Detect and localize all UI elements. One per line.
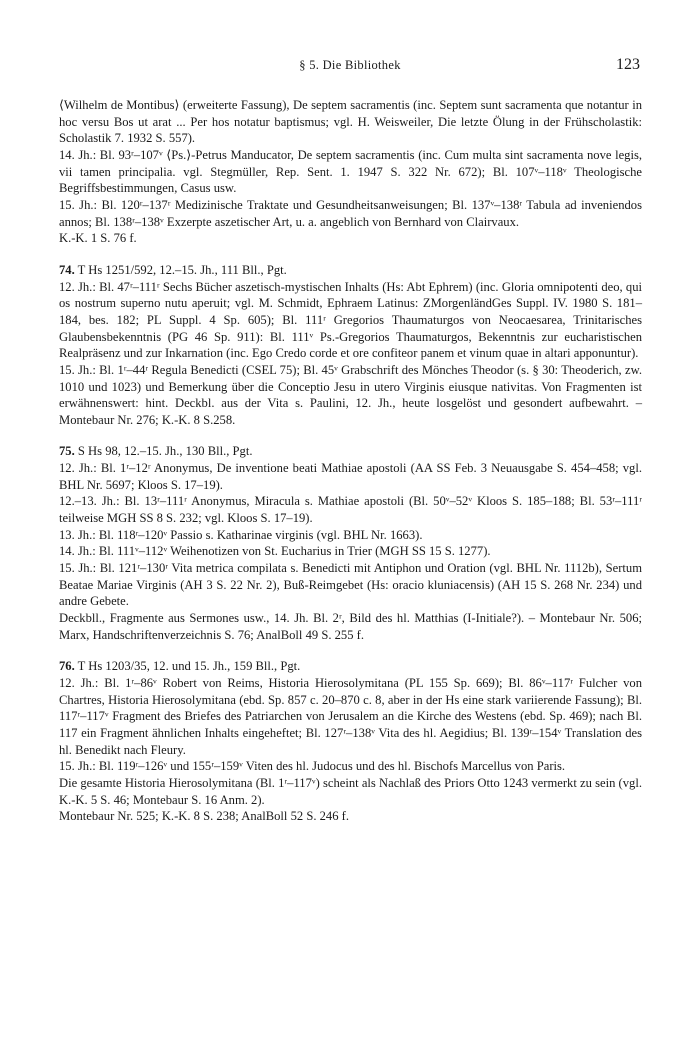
- paragraph: K.-K. 1 S. 76 f.: [59, 231, 137, 246]
- page-body: [59, 97, 642, 825]
- entry-continuation: [59, 97, 642, 247]
- entry-heading: [59, 658, 642, 675]
- paragraph: 14. Jh.: Bl. 93ʳ–107ᵛ ⟨Ps.⟩-Petrus Manducator, De septem sacramentis (inc. Cum multa sint sacramenta nove legis, vii tamen principalia. vgl. Stegmüller, Rep. Sent. 1. 1947 S. 322 Nr. 672); Bl. 107ᵛ–118ᵛ Theologische Begriffsbestimmungen, Casus usw.: [59, 147, 642, 196]
- page-number: 123: [616, 56, 640, 73]
- entry-heading-text: T Hs 1203/35, 12. und 15. Jh., 159 Bll., Pgt.: [74, 659, 301, 674]
- entry-number: 74.: [59, 262, 75, 277]
- paragraph: 12. Jh.: Bl. 1ʳ–12ʳ Anonymus, De inventione beati Mathiae apostoli (AA SS Feb. 3 Neuausgabe S. 454–458; vgl. BHL Nr. 5697; Kloos S. 17–19).: [59, 461, 642, 492]
- entry-heading: [59, 443, 642, 460]
- paragraph: 15. Jh.: Bl. 1ʳ–44ʳ Regula Benedicti (CSEL 75); Bl. 45ᵛ Grabschrift des Mönches Theodor (s. § 30: Theoderich, zw. 1010 und 1023) und Bemerkung über die Conceptio Jesu in utero Virginis eiusque nativitas. Von Fragmenten ist erwähnenswert: hint. Deckbl. aus der Vita s. Paulini, 12. Jh., heute losgelöst und gesondert aufbewahrt. – Montebaur Nr. 276; K.-K. 8 S.258.: [59, 362, 642, 427]
- paragraph: 12. Jh.: Bl. 1ʳ–86ᵛ Robert von Reims, Historia Hierosolymitana (PL 155 Sp. 669); Bl. 86ᵛ–117ʳ Fulcher von Chartres, Historia Hierosolymitana (ebd. Sp. 857 c. 20–870 c. 8, aber in der Hs eine stark variierende Fassung); Bl. 117ʳ–117ᵛ Fragment des Briefes des Patriarchen von Jerusalem an die Kirche des Westens (ebd. Sp. 469); nach Bl. 117 ein Fragment ähnlichen Inhalts eingeheftet; Bl. 127ʳ–138ᵛ Vita des hl. Aegidius; Bl. 139ʳ–154ᵛ Translation des hl. Benedikt nach Fleury.: [59, 676, 642, 757]
- entry-heading-text: S Hs 98, 12.–15. Jh., 130 Bll., Pgt.: [74, 444, 253, 459]
- entry-heading: [59, 262, 642, 279]
- paragraph: ⟨Wilhelm de Montibus⟩ (erweiterte Fassung), De septem sacramentis (inc. Septem sunt sacramenta que notantur in hoc versu Bos ut arat ... Per hos notatur baptismus; vgl. H. Weisweiler, Die letzte Ölung in der Frühscholastik: Scholastik 7. 1932 S. 557).: [59, 98, 642, 146]
- paragraph: 15. Jh.: Bl. 120ʳ–137ʳ Medizinische Traktate und Gesundheitsanweisungen; Bl. 137ᵛ–138ʳ Tabula ad inveniendos annos; Bl. 138ʳ–138ᵛ Exzerpte aszetischer Art, u. a. angeblich von Bernhard von Clairvaux.: [59, 197, 642, 229]
- entry-number: 76.: [59, 659, 75, 674]
- running-head: § 5. Die Bibliothek: [299, 58, 401, 72]
- paragraph: 12.–13. Jh.: Bl. 13ʳ–111ʳ Anonymus, Miracula s. Mathiae apostoli (Bl. 50ᵛ–52ᵛ Kloos S. 185–188; Bl. 53ʳ–111ʳ teilweise MGH SS 8 S. 232; vgl. Kloos S. 17–19).: [59, 494, 642, 526]
- paragraph: 15. Jh.: Bl. 121ʳ–130ʳ Vita metrica compilata s. Benedicti mit Antiphon und Oration (vgl. BHL Nr. 1112b), Sertum Beatae Mariae Virginis (AH 3 S. 22 Nr. 2), Buß-Reimgebet (Hs: oracio kluniacensis) (AH 15 S. 268 Nr. 234) und andre Gebete.: [59, 561, 642, 609]
- entry-number: 75.: [59, 444, 75, 459]
- entry-heading-text: T Hs 1251/592, 12.–15. Jh., 111 Bll., Pgt.: [74, 262, 287, 277]
- paragraph: 14. Jh.: Bl. 111ᵛ–112ᵛ Weihenotizen von St. Eucharius in Trier (MGH SS 15 S. 1277).: [59, 544, 491, 559]
- page-header: [60, 58, 640, 78]
- paragraph: Die gesamte Historia Hierosolymitana (Bl. 1ʳ–117ᵛ) scheint als Nachlaß des Priors Otto 1243 vermerkt zu sein (vgl. K.-K. 5 S. 46; Montebaur S. 16 Anm. 2).: [59, 775, 642, 807]
- entry-76: [59, 658, 642, 825]
- paragraph: 13. Jh.: Bl. 118ʳ–120ᵛ Passio s. Katharinae virginis (vgl. BHL Nr. 1663).: [59, 527, 423, 542]
- paragraph: 12. Jh.: Bl. 47ʳ–111ʳ Sechs Bücher aszetisch-mystischen Inhalts (Hs: Abt Ephrem) (inc. Gloria omnipotenti deo, qui os nostrum superno nutu aperuit; vgl. M. Schmidt, Ephraem Latinus: ZMorgenländGes Suppl. IV. 1980 S. 181–184, bes. 182; PL Suppl. 4 Sp. 605); Bl. 111ʳ Gregorios Thaumaturgos von Neocaesarea, Trinitarisches Glaubensbekenntnis (PG 46 Sp. 911): Bl. 111ᵛ Ps.-Gregorios Thaumaturgos, Bekenntnis zur eucharistischen Realpräsenz und zur Inkarnation (inc. Ego Credo corde et ore confiteor panem et vinum quae in altari apponuntur).: [59, 279, 642, 361]
- paragraph: Deckbll., Fragmente aus Sermones usw., 14. Jh. Bl. 2ʳ, Bild des hl. Matthias (I-Initiale?). – Montebaur Nr. 506; Marx, Handschriftenverzeichnis S. 76; AnalBoll 49 S. 255 f.: [59, 611, 642, 642]
- paragraph: 15. Jh.: Bl. 119ʳ–126ᵛ und 155ʳ–159ᵛ Viten des hl. Judocus und des hl. Bischofs Marcellus von Paris.: [59, 759, 566, 774]
- paragraph: Montebaur Nr. 525; K.-K. 8 S. 238; AnalBoll 52 S. 246 f.: [59, 809, 349, 824]
- entry-74: [59, 262, 642, 429]
- entry-75: [59, 443, 642, 643]
